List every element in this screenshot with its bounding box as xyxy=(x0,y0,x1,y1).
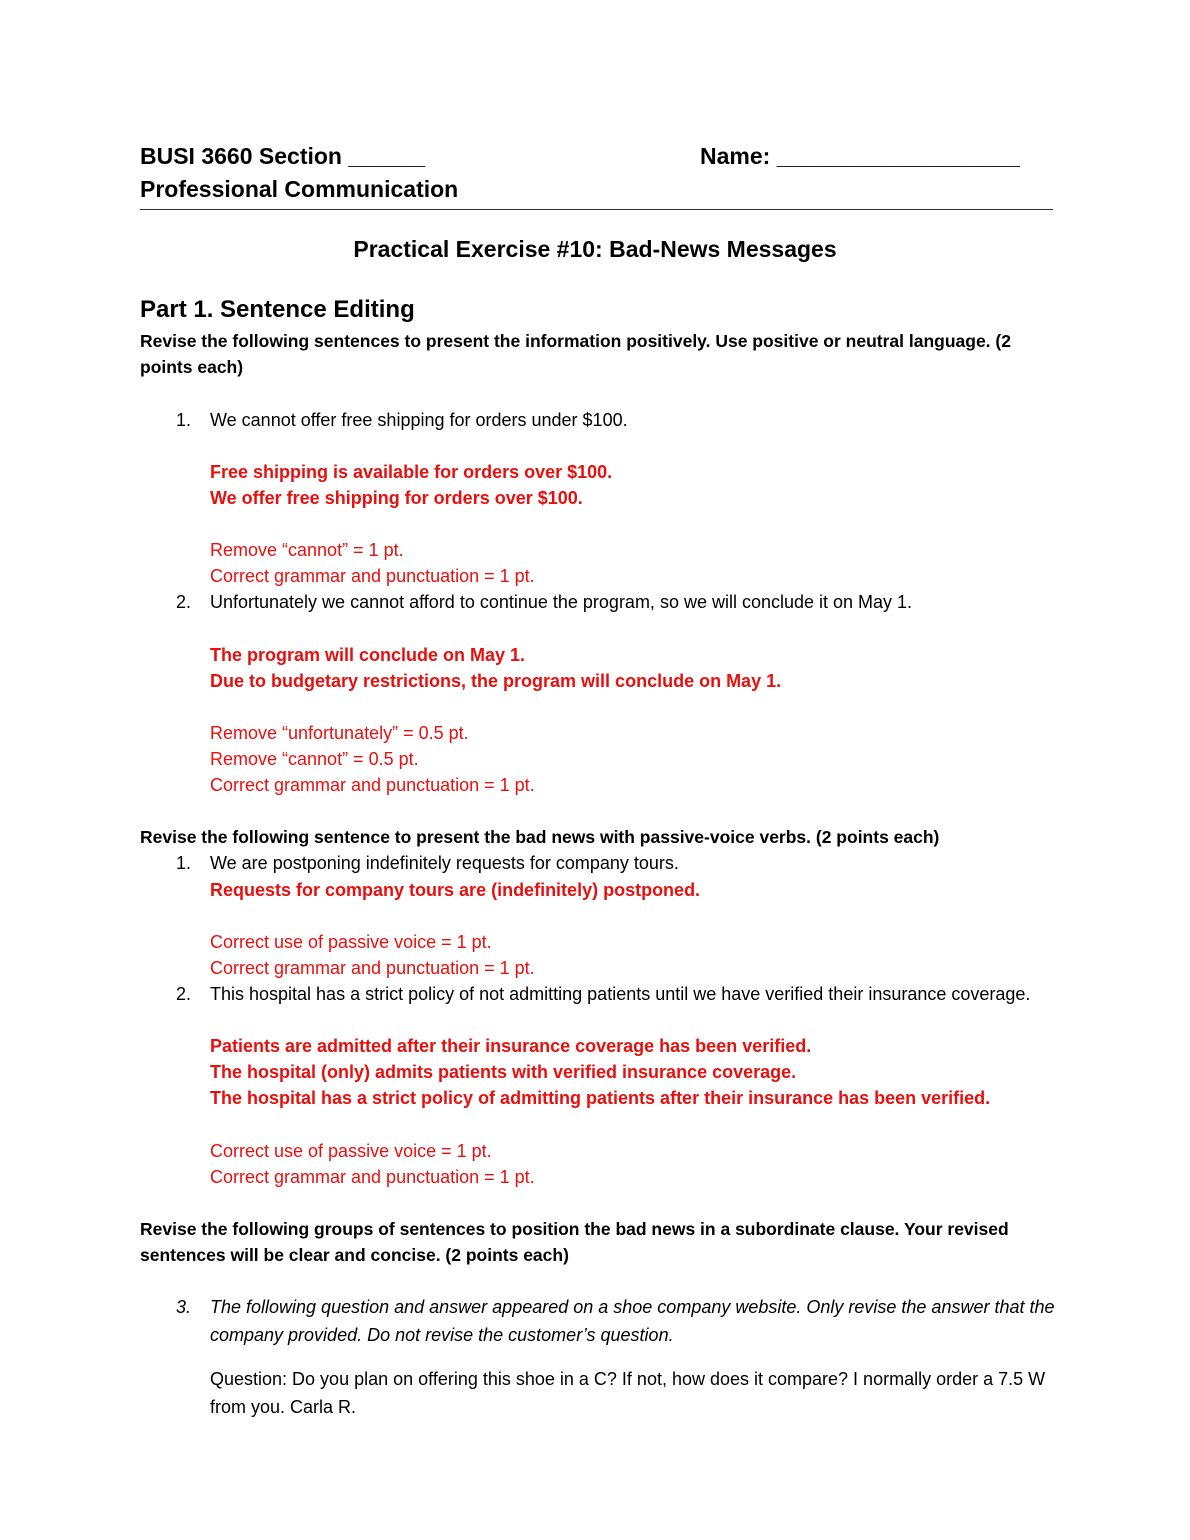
item-number: 3. xyxy=(176,1297,192,1317)
page-header xyxy=(140,140,1053,210)
rubric-line: Correct grammar and punctuation = 1 pt. xyxy=(210,1167,535,1187)
rubric-line: Correct grammar and punctuation = 1 pt. xyxy=(210,958,535,978)
item-sentence: The following question and answer appeared on a shoe company website. Only revise the answer that the company provided. Do not revise the customer’s question. xyxy=(210,1297,1055,1345)
item-number: 2. xyxy=(176,592,192,612)
rubric-line: Correct use of passive voice = 1 pt. xyxy=(210,932,492,952)
item-number: 1. xyxy=(176,410,192,430)
course-block xyxy=(140,140,458,206)
instruction-passive-voice: Revise the following sentence to present the bad news with passive-voice verbs. (2 points each) xyxy=(140,827,940,847)
item-sentence: We cannot offer free shipping for orders under $100. xyxy=(210,410,628,430)
rubric-line: Correct grammar and punctuation = 1 pt. xyxy=(210,775,535,795)
rubric-line: Correct grammar and punctuation = 1 pt. xyxy=(210,566,535,586)
model-answer: Free shipping is available for orders over $100. xyxy=(210,462,613,482)
item-number: 2. xyxy=(176,984,192,1004)
item-sentence: We are postponing indefinitely requests for company tours. xyxy=(210,853,679,873)
rubric-line: Remove “cannot” = 0.5 pt. xyxy=(210,749,419,769)
item-sentence: This hospital has a strict policy of not admitting patients until we have verified their insurance coverage. xyxy=(210,984,1031,1004)
item-number: 1. xyxy=(176,853,192,873)
model-answer: We offer free shipping for orders over $100. xyxy=(210,488,583,508)
exercise-title: Practical Exercise #10: Bad-News Messages xyxy=(353,236,837,262)
course-section: BUSI 3660 Section ______ xyxy=(140,143,426,169)
name-field: Name: ___________________ xyxy=(700,143,1020,169)
course-title: Professional Communication xyxy=(140,176,459,202)
rubric-line: Remove “cannot” = 1 pt. xyxy=(210,540,404,560)
model-answer: Requests for company tours are (indefinitely) postponed. xyxy=(210,880,701,900)
rubric-line: Remove “unfortunately” = 0.5 pt. xyxy=(210,723,469,743)
rubric-line: Correct use of passive voice = 1 pt. xyxy=(210,1141,492,1161)
part1-heading: Part 1. Sentence Editing xyxy=(140,296,415,323)
model-answer: The program will conclude on May 1. xyxy=(210,645,526,665)
instruction-subordinate-clause: Revise the following groups of sentences to position the bad news in a subordinate clause. Your revised sentences will be clear and concise. (2 points each) xyxy=(140,1219,1009,1265)
model-answer: Due to budgetary restrictions, the program will conclude on May 1. xyxy=(210,671,782,691)
model-answer: Patients are admitted after their insurance coverage has been verified. xyxy=(210,1036,812,1056)
model-answer: The hospital has a strict policy of admitting patients after their insurance has been verified. xyxy=(210,1088,991,1108)
customer-question: Question: Do you plan on offering this shoe in a C? If not, how does it compare? I normally order a 7.5 W from you. Carla R. xyxy=(210,1369,1046,1417)
model-answer: The hospital (only) admits patients with verified insurance coverage. xyxy=(210,1062,797,1082)
item-sentence: Unfortunately we cannot afford to continue the program, so we will conclude it on May 1. xyxy=(210,592,913,612)
instruction-positive-language: Revise the following sentences to present the information positively. Use positive or neutral language. (2 points each) xyxy=(140,331,1011,377)
